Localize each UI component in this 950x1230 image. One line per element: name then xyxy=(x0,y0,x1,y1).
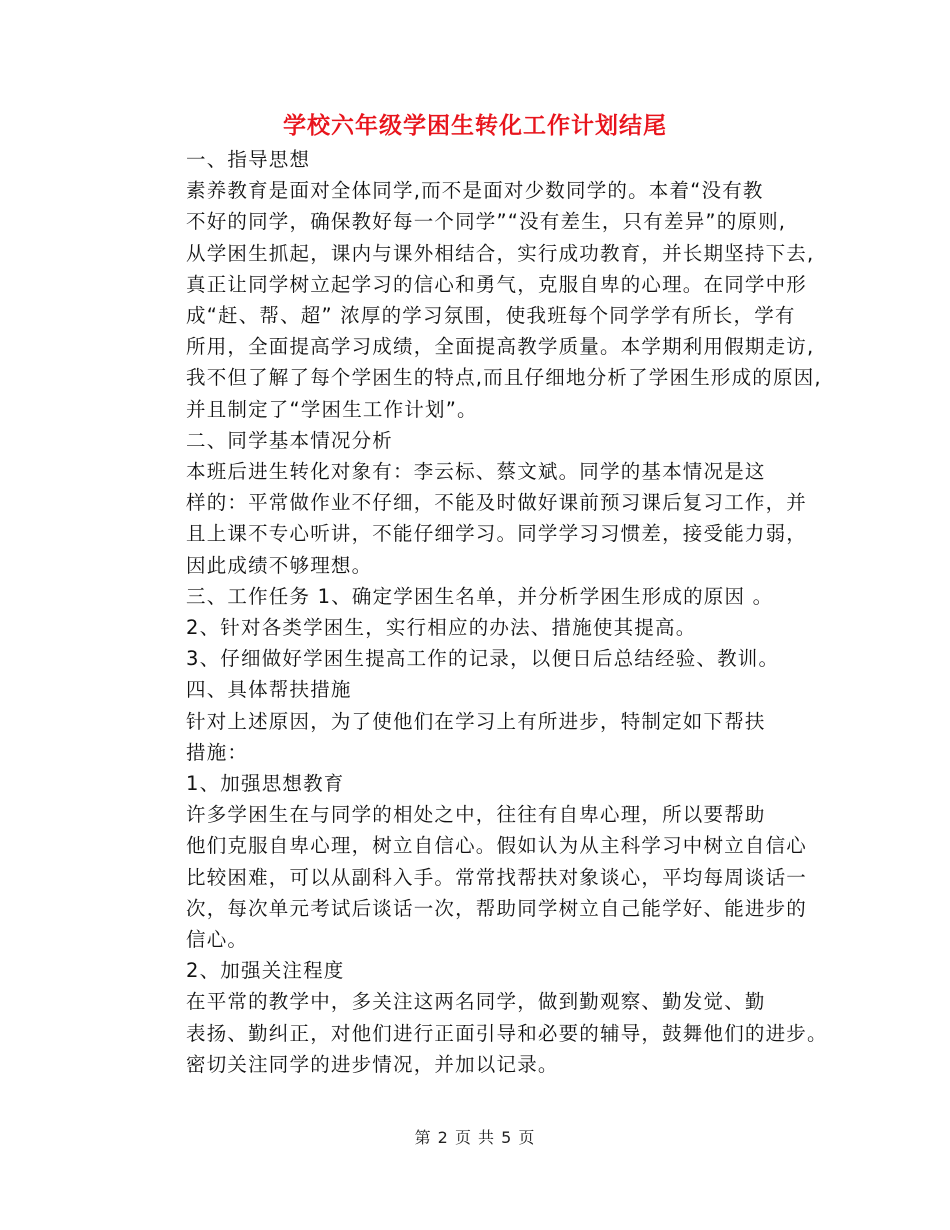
text-line: 本班后进生转化对象有：李云标、蔡文斌。同学的基本情况是这 xyxy=(186,460,766,484)
paragraph xyxy=(142,986,828,1080)
text-line: 他们克服自卑心理，树立自信心。假如认为从主科学习中树立自信心 xyxy=(186,834,808,858)
text-line: 并且制定了“学困生工作计划”。 xyxy=(186,397,478,421)
text-line: 样的：平常做作业不仔细，不能及时做好课前预习课后复习工作，并 xyxy=(186,491,808,515)
text-line: 密切关注同学的进步情况，并加以记录。 xyxy=(186,1052,559,1076)
text-line: 真正让同学树立起学习的信心和勇气，克服自卑的心理。在同学中形 xyxy=(186,272,808,296)
text-line: 因此成绩不够理想。 xyxy=(186,553,373,577)
paragraph xyxy=(142,425,812,456)
text-line: 2、加强关注程度 xyxy=(186,959,345,983)
text-line: 二、同学基本情况分析 xyxy=(186,428,394,452)
text-line: 次，每次单元考试后谈话一次，帮助同学树立自己能学好、能进步的 xyxy=(186,896,808,920)
page-title: 学校六年级学困生转化工作计划结尾 xyxy=(283,113,667,139)
text-line: 措施： xyxy=(186,740,249,764)
paragraph xyxy=(142,643,812,674)
text-line: 不好的同学，确保教好每一个同学”“没有差生，只有差异”的原则, xyxy=(186,210,787,234)
text-line: 3、仔细做好学困生提高工作的记录，以便日后总结经验、教训。 xyxy=(186,647,780,671)
paragraph xyxy=(142,144,812,175)
text-line: 从学困生抓起，课内与课外相结合，实行成功教育，并长期坚持下去, xyxy=(186,241,815,265)
text-line: 四、具体帮扶措施 xyxy=(186,678,352,702)
text-line: 我不但了解了每个学困生的特点,而且仔细地分析了学困生形成的原因, xyxy=(186,366,822,390)
page-footer: 第 2 页 共 5 页 xyxy=(414,1128,536,1147)
text-line: 且上课不专心听讲，不能仔细学习。同学学习习惯差，接受能力弱， xyxy=(186,522,808,546)
text-line: 针对上述原因，为了使他们在学习上有所进步，特制定如下帮扶 xyxy=(186,709,766,733)
text-line: 信心。 xyxy=(186,928,249,952)
paragraph xyxy=(142,175,822,425)
paragraph xyxy=(142,768,812,799)
text-line: 所用，全面提高学习成绩，全面提高教学质量。本学期利用假期走访, xyxy=(186,335,815,359)
document-body xyxy=(142,144,828,1080)
paragraph xyxy=(142,674,812,705)
paragraph xyxy=(142,799,812,955)
paragraph xyxy=(142,581,812,612)
text-line: 2、针对各类学困生，实行相应的办法、措施使其提高。 xyxy=(186,616,697,640)
text-line: 比较困难，可以从副科入手。常常找帮扶对象谈心，平均每周谈话一 xyxy=(186,865,808,889)
text-line: 1、加强思想教育 xyxy=(186,772,345,796)
text-line: 素养教育是面对全体同学,而不是面对少数同学的。本着“没有教 xyxy=(186,179,764,203)
text-line: 许多学困生在与同学的相处之中，往往有自卑心理，所以要帮助 xyxy=(186,803,766,827)
text-line: 在平常的教学中，多关注这两名同学，做到勤观察、勤发觉、勤 xyxy=(186,990,766,1014)
paragraph xyxy=(142,955,812,986)
text-line: 一、指导思想 xyxy=(186,148,311,171)
text-line: 成“赶、帮、超” 浓厚的学习氛围，使我班每个同学学有所长，学有 xyxy=(186,304,796,328)
paragraph xyxy=(142,612,812,643)
text-line: 三、工作任务 1、确定学困生名单，并分析学困生形成的原因 。 xyxy=(186,584,774,608)
paragraph xyxy=(142,706,812,768)
text-line: 表扬、勤纠正，对他们进行正面引导和必要的辅导，鼓舞他们的进步。 xyxy=(186,1021,828,1045)
paragraph xyxy=(142,456,812,581)
